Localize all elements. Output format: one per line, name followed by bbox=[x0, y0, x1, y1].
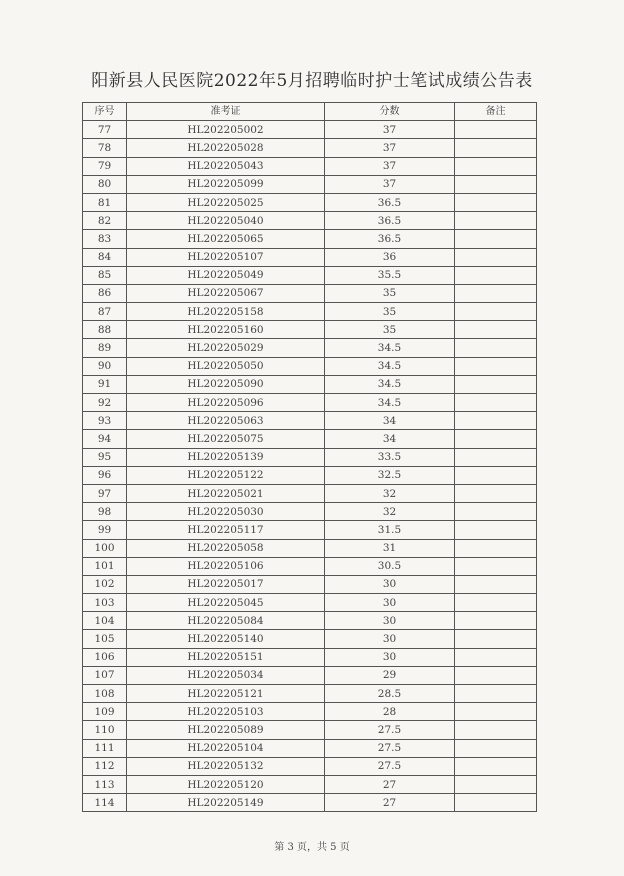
cell-index: 91 bbox=[83, 375, 127, 393]
cell-ticket: HL202205120 bbox=[127, 775, 325, 793]
cell-remark bbox=[455, 266, 537, 284]
table-row bbox=[83, 484, 537, 502]
cell-score: 36.5 bbox=[325, 212, 455, 230]
cell-score: 37 bbox=[325, 121, 455, 139]
cell-ticket: HL202205140 bbox=[127, 630, 325, 648]
cell-index: 113 bbox=[83, 775, 127, 793]
cell-index: 100 bbox=[83, 539, 127, 557]
cell-index: 82 bbox=[83, 212, 127, 230]
cell-ticket: HL202205025 bbox=[127, 193, 325, 211]
cell-score: 34 bbox=[325, 430, 455, 448]
cell-score: 35.5 bbox=[325, 266, 455, 284]
cell-index: 79 bbox=[83, 157, 127, 175]
cell-index: 101 bbox=[83, 557, 127, 575]
cell-remark bbox=[455, 685, 537, 703]
cell-remark bbox=[455, 339, 537, 357]
table-row bbox=[83, 157, 537, 175]
table-row bbox=[83, 648, 537, 666]
table-row bbox=[83, 121, 537, 139]
cell-score: 35 bbox=[325, 284, 455, 302]
cell-ticket: HL202205021 bbox=[127, 484, 325, 502]
table-body bbox=[83, 121, 537, 812]
score-table bbox=[82, 102, 537, 812]
cell-score: 34.5 bbox=[325, 357, 455, 375]
header-ticket: 准考证 bbox=[127, 103, 325, 121]
table-row bbox=[83, 248, 537, 266]
cell-score: 28 bbox=[325, 703, 455, 721]
cell-remark bbox=[455, 321, 537, 339]
cell-remark bbox=[455, 284, 537, 302]
table-row bbox=[83, 321, 537, 339]
cell-remark bbox=[455, 212, 537, 230]
cell-remark bbox=[455, 303, 537, 321]
cell-remark bbox=[455, 521, 537, 539]
table-row bbox=[83, 666, 537, 684]
table-row bbox=[83, 575, 537, 593]
cell-ticket: HL202205139 bbox=[127, 448, 325, 466]
cell-ticket: HL202205067 bbox=[127, 284, 325, 302]
cell-remark bbox=[455, 575, 537, 593]
table-row bbox=[83, 794, 537, 812]
table-row bbox=[83, 193, 537, 211]
cell-ticket: HL202205063 bbox=[127, 412, 325, 430]
cell-index: 103 bbox=[83, 594, 127, 612]
cell-ticket: HL202205075 bbox=[127, 430, 325, 448]
cell-score: 34.5 bbox=[325, 375, 455, 393]
cell-ticket: HL202205002 bbox=[127, 121, 325, 139]
cell-ticket: HL202205040 bbox=[127, 212, 325, 230]
cell-score: 32 bbox=[325, 503, 455, 521]
cell-index: 96 bbox=[83, 466, 127, 484]
cell-score: 31 bbox=[325, 539, 455, 557]
cell-score: 32 bbox=[325, 484, 455, 502]
cell-remark bbox=[455, 703, 537, 721]
table-row bbox=[83, 703, 537, 721]
cell-remark bbox=[455, 775, 537, 793]
table-row bbox=[83, 303, 537, 321]
cell-score: 28.5 bbox=[325, 685, 455, 703]
cell-remark bbox=[455, 248, 537, 266]
cell-ticket: HL202205089 bbox=[127, 721, 325, 739]
cell-remark bbox=[455, 193, 537, 211]
cell-index: 114 bbox=[83, 794, 127, 812]
cell-ticket: HL202205132 bbox=[127, 757, 325, 775]
cell-remark bbox=[455, 666, 537, 684]
table-row bbox=[83, 357, 537, 375]
cell-remark bbox=[455, 630, 537, 648]
cell-index: 109 bbox=[83, 703, 127, 721]
cell-score: 37 bbox=[325, 175, 455, 193]
cell-index: 83 bbox=[83, 230, 127, 248]
table-row bbox=[83, 266, 537, 284]
cell-score: 27.5 bbox=[325, 739, 455, 757]
cell-score: 37 bbox=[325, 139, 455, 157]
cell-ticket: HL202205090 bbox=[127, 375, 325, 393]
page-title: 阳新县人民医院2022年5月招聘临时护士笔试成绩公告表 bbox=[91, 71, 533, 91]
table-row bbox=[83, 375, 537, 393]
cell-index: 93 bbox=[83, 412, 127, 430]
cell-ticket: HL202205049 bbox=[127, 266, 325, 284]
table-row bbox=[83, 521, 537, 539]
cell-index: 98 bbox=[83, 503, 127, 521]
cell-remark bbox=[455, 230, 537, 248]
cell-score: 33.5 bbox=[325, 448, 455, 466]
cell-index: 107 bbox=[83, 666, 127, 684]
cell-remark bbox=[455, 448, 537, 466]
cell-ticket: HL202205065 bbox=[127, 230, 325, 248]
cell-score: 34 bbox=[325, 412, 455, 430]
table-row bbox=[83, 430, 537, 448]
table-row bbox=[83, 739, 537, 757]
table-row bbox=[83, 175, 537, 193]
cell-score: 34.5 bbox=[325, 339, 455, 357]
cell-index: 104 bbox=[83, 612, 127, 630]
cell-ticket: HL202205117 bbox=[127, 521, 325, 539]
table-row bbox=[83, 212, 537, 230]
cell-index: 92 bbox=[83, 394, 127, 412]
cell-ticket: HL202205103 bbox=[127, 703, 325, 721]
cell-index: 80 bbox=[83, 175, 127, 193]
table-row bbox=[83, 685, 537, 703]
cell-ticket: HL202205050 bbox=[127, 357, 325, 375]
cell-score: 35 bbox=[325, 321, 455, 339]
cell-ticket: HL202205034 bbox=[127, 666, 325, 684]
table-row bbox=[83, 448, 537, 466]
cell-remark bbox=[455, 612, 537, 630]
cell-index: 102 bbox=[83, 575, 127, 593]
cell-remark bbox=[455, 557, 537, 575]
table-row bbox=[83, 139, 537, 157]
cell-index: 105 bbox=[83, 630, 127, 648]
cell-index: 111 bbox=[83, 739, 127, 757]
cell-score: 30 bbox=[325, 630, 455, 648]
table-row bbox=[83, 466, 537, 484]
cell-ticket: HL202205149 bbox=[127, 794, 325, 812]
cell-score: 27.5 bbox=[325, 757, 455, 775]
table-row bbox=[83, 284, 537, 302]
cell-index: 110 bbox=[83, 721, 127, 739]
table-row bbox=[83, 539, 537, 557]
table-row bbox=[83, 503, 537, 521]
cell-index: 90 bbox=[83, 357, 127, 375]
cell-ticket: HL202205096 bbox=[127, 394, 325, 412]
cell-ticket: HL202205158 bbox=[127, 303, 325, 321]
cell-remark bbox=[455, 721, 537, 739]
cell-ticket: HL202205045 bbox=[127, 594, 325, 612]
cell-remark bbox=[455, 539, 537, 557]
cell-ticket: HL202205084 bbox=[127, 612, 325, 630]
cell-score: 34.5 bbox=[325, 394, 455, 412]
cell-index: 106 bbox=[83, 648, 127, 666]
cell-ticket: HL202205030 bbox=[127, 503, 325, 521]
table-header-row bbox=[83, 103, 537, 121]
table-row bbox=[83, 721, 537, 739]
cell-remark bbox=[455, 357, 537, 375]
cell-ticket: HL202205028 bbox=[127, 139, 325, 157]
cell-remark bbox=[455, 484, 537, 502]
cell-ticket: HL202205104 bbox=[127, 739, 325, 757]
cell-remark bbox=[455, 121, 537, 139]
cell-index: 97 bbox=[83, 484, 127, 502]
cell-score: 30 bbox=[325, 594, 455, 612]
cell-score: 31.5 bbox=[325, 521, 455, 539]
cell-index: 86 bbox=[83, 284, 127, 302]
cell-ticket: HL202205017 bbox=[127, 575, 325, 593]
cell-score: 35 bbox=[325, 303, 455, 321]
cell-remark bbox=[455, 648, 537, 666]
cell-score: 36.5 bbox=[325, 193, 455, 211]
cell-score: 36.5 bbox=[325, 230, 455, 248]
cell-index: 95 bbox=[83, 448, 127, 466]
cell-remark bbox=[455, 412, 537, 430]
cell-remark bbox=[455, 503, 537, 521]
cell-index: 85 bbox=[83, 266, 127, 284]
cell-index: 94 bbox=[83, 430, 127, 448]
cell-index: 77 bbox=[83, 121, 127, 139]
cell-index: 87 bbox=[83, 303, 127, 321]
header-index: 序号 bbox=[83, 103, 127, 121]
page-footer: 第 3 页，共 5 页 bbox=[274, 842, 350, 853]
cell-score: 27 bbox=[325, 775, 455, 793]
cell-ticket: HL202205107 bbox=[127, 248, 325, 266]
cell-remark bbox=[455, 157, 537, 175]
cell-ticket: HL202205043 bbox=[127, 157, 325, 175]
table-row bbox=[83, 230, 537, 248]
table-row bbox=[83, 339, 537, 357]
cell-index: 81 bbox=[83, 193, 127, 211]
cell-ticket: HL202205099 bbox=[127, 175, 325, 193]
cell-score: 30.5 bbox=[325, 557, 455, 575]
cell-ticket: HL202205121 bbox=[127, 685, 325, 703]
cell-score: 30 bbox=[325, 575, 455, 593]
cell-remark bbox=[455, 466, 537, 484]
cell-score: 30 bbox=[325, 612, 455, 630]
cell-remark bbox=[455, 430, 537, 448]
cell-index: 99 bbox=[83, 521, 127, 539]
cell-ticket: HL202205058 bbox=[127, 539, 325, 557]
table-row bbox=[83, 630, 537, 648]
table-row bbox=[83, 594, 537, 612]
cell-remark bbox=[455, 175, 537, 193]
table-row bbox=[83, 394, 537, 412]
cell-score: 32.5 bbox=[325, 466, 455, 484]
table-row bbox=[83, 775, 537, 793]
cell-score: 27 bbox=[325, 794, 455, 812]
cell-remark bbox=[455, 594, 537, 612]
table-row bbox=[83, 757, 537, 775]
cell-remark bbox=[455, 757, 537, 775]
cell-ticket: HL202205122 bbox=[127, 466, 325, 484]
cell-ticket: HL202205029 bbox=[127, 339, 325, 357]
header-score: 分数 bbox=[325, 103, 455, 121]
cell-index: 78 bbox=[83, 139, 127, 157]
cell-index: 84 bbox=[83, 248, 127, 266]
cell-score: 36 bbox=[325, 248, 455, 266]
table-row bbox=[83, 412, 537, 430]
header-remark: 备注 bbox=[455, 103, 537, 121]
cell-remark bbox=[455, 794, 537, 812]
cell-remark bbox=[455, 139, 537, 157]
cell-remark bbox=[455, 375, 537, 393]
cell-score: 29 bbox=[325, 666, 455, 684]
cell-score: 30 bbox=[325, 648, 455, 666]
cell-index: 112 bbox=[83, 757, 127, 775]
cell-index: 89 bbox=[83, 339, 127, 357]
cell-index: 108 bbox=[83, 685, 127, 703]
cell-ticket: HL202205160 bbox=[127, 321, 325, 339]
cell-remark bbox=[455, 394, 537, 412]
cell-remark bbox=[455, 739, 537, 757]
cell-index: 88 bbox=[83, 321, 127, 339]
cell-score: 37 bbox=[325, 157, 455, 175]
cell-score: 27.5 bbox=[325, 721, 455, 739]
cell-ticket: HL202205151 bbox=[127, 648, 325, 666]
table-row bbox=[83, 612, 537, 630]
cell-ticket: HL202205106 bbox=[127, 557, 325, 575]
table-row bbox=[83, 557, 537, 575]
